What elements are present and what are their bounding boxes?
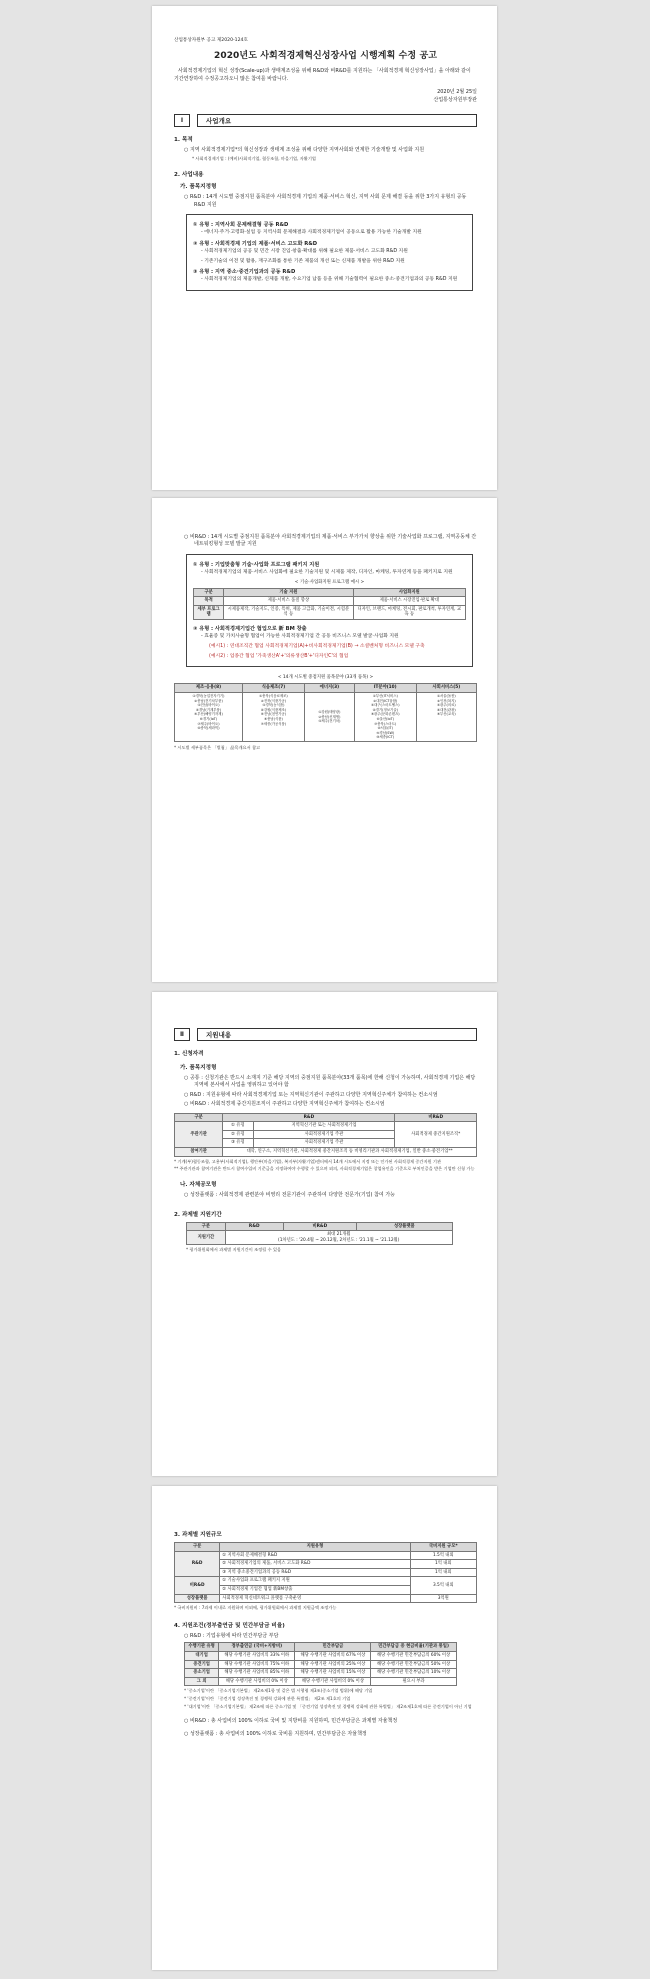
eligibility-nonrnd: ○ 비R&D : 사회적경제 중간지원조직이 주관하고 다양한 지역혁신주체가 참여하는 컨소시엄 <box>184 1101 385 1108</box>
table-cell: 필요시 부과 <box>371 1677 456 1686</box>
notice-date: 2020년 2월 25일 <box>437 89 477 96</box>
program-table-caption: < 기술·사업화지원 프로그램 예시 > <box>294 579 365 585</box>
heading-conditions: 4. 지원조건(정부출연금 및 민간부담금 비율) <box>174 1622 285 1629</box>
period-detail: (1차년도 : '20.4월 ~ 20.12월, 2차년도 : '21.1월 ~ '21.12월) <box>278 1237 400 1243</box>
field-item: ⑤부산(교육) <box>436 712 456 717</box>
field-item: ①부산(IT서비스) <box>372 693 398 698</box>
field-item: ②전북(식품가공) <box>260 698 287 703</box>
field-item: ③광주(의료) <box>436 703 456 708</box>
table-header: 식음제조(7) <box>242 684 304 693</box>
table-header: 국비지원 규모* <box>410 1543 476 1552</box>
table-cell <box>304 692 354 741</box>
field-item: ⑤부산(해양기자재) <box>194 712 223 717</box>
program-table <box>193 588 466 620</box>
rnd-intro: ○ R&D : 14개 시도별 중점지원 품목분야 사회적경제 기업의 제품·서비스 혁신, 지역 사회 문제 해결 등을 위한 3가지 유형의 공동 R&D 지원 <box>184 194 467 208</box>
table-cell: 1.5억 내외 <box>410 1551 476 1560</box>
table-row <box>175 1122 477 1131</box>
field-item: ③경북(농식품) <box>262 703 285 708</box>
field-item: ④대전(관광) <box>436 707 456 712</box>
table-row <box>175 1594 477 1603</box>
table-cell: ① 기술사업화 프로그램 패키지 지원 <box>220 1577 410 1586</box>
field-table <box>174 683 477 742</box>
eligibility-table <box>174 1113 477 1157</box>
nonrnd-type2-desc: - 효율증 및 가치사슬형 협업이 가능한 사회적경제기업 간 공동 비즈니스 모델 발굴·사업화 지원 <box>201 633 399 639</box>
conditions-rnd: ○ R&D : 기업유형에 따라 민간부담금 부담 <box>184 1632 279 1639</box>
table-cell: 그 외 <box>185 1677 219 1686</box>
field-item: ③전남(바이오) <box>197 703 220 708</box>
field-item: ⑥경기(IoT) <box>199 716 218 721</box>
field-item: ⑤전남(천연가공) <box>260 712 287 717</box>
table-row <box>175 692 477 741</box>
table-cell: ② 유형 <box>223 1130 253 1139</box>
table-header: 지원유형 <box>220 1543 410 1552</box>
nonrnd-type2-heading: ② 유형 : 사회적경제기업간 협업으로 新 BM 창출 <box>193 625 307 632</box>
table-header: 민간부담금 중 현금비율(기관과 통일) <box>371 1643 456 1652</box>
field-item: ⑧충북(세라믹) <box>197 726 220 731</box>
table-cell: 사회적경제기업 주관 <box>253 1130 395 1139</box>
table-header: 구분 <box>187 1222 226 1231</box>
document-page-1 <box>152 6 497 490</box>
section-label: 지원내용 <box>197 1028 477 1041</box>
table-row <box>175 1577 477 1586</box>
table-row <box>175 1568 477 1577</box>
section-label: 사업개요 <box>197 114 477 127</box>
field-item: ⑥충남(식품) <box>264 716 283 721</box>
scale-table <box>174 1542 477 1603</box>
table-header: 수행기관 유형 <box>185 1643 219 1652</box>
table-row <box>185 1660 457 1669</box>
minister-signature: 산업통상자원부장관 <box>433 96 477 103</box>
field-item: ③제주(전기차) <box>318 719 341 724</box>
eligibility-common: ○ 공통 : 신청기관은 반드시 소재지 기준 해당 지역의 중점지원 품목분야(33개 품목)에 한해 신청이 가능하며, 사회적경제 기업은 해당 지역에 본사에서 사업을 영위하고 있어야 함 <box>184 1075 476 1089</box>
heading-purpose: 1. 목적 <box>174 137 193 144</box>
table-header: 비R&D <box>395 1113 477 1122</box>
table-row <box>194 605 466 619</box>
table-cell: 대학, 연구소, 지역혁신기관, 사회적경제 중간지원조직 등 비영리기관과 사회적경제기업, 일반 중소·중견기업** <box>223 1148 477 1157</box>
field-item: ①강원(태양광) <box>318 710 341 715</box>
field-item: ①경북(농업전자기기) <box>192 693 225 698</box>
table-cell: R&D <box>175 1551 220 1577</box>
table-row <box>185 1669 457 1678</box>
table-cell <box>416 692 476 741</box>
table-header: 정부출연금 (국비+지방비) <box>219 1643 295 1652</box>
example-2-text: (예시2) : 업종간 협업 '가죽생산A'+'의류생산B'+'디자인C'의 협업 <box>209 653 349 659</box>
document-page-3 <box>152 992 497 1476</box>
table-row <box>194 597 466 606</box>
table-cell: 1억 내외 <box>410 1560 476 1569</box>
nonrnd-example-1 <box>193 644 466 651</box>
table-cell: ③ 지역 중소중견기업과의 공동 R&D <box>220 1568 410 1577</box>
table-cell: 해당 수행기관 사업비의 75% 이하 <box>219 1660 295 1669</box>
table-header: 제조·응용(8) <box>175 684 243 693</box>
table-cell: 사회적경제기업 주관 <box>253 1139 395 1148</box>
table-cell: 해당 수행기관 사업비의 85% 이하 <box>219 1669 295 1678</box>
table-cell: 주관기관 <box>175 1122 223 1148</box>
table-cell: 지원기간 <box>187 1231 226 1245</box>
field-item: ②충남(전기차부품) <box>194 698 223 703</box>
scale-note: * 국비지원비 : 7과제 이내로 지원하며 이외에, 평가위원회에서 과제별 지원금액 조정가능 <box>174 1605 337 1611</box>
field-item: ②충남(신재생) <box>318 714 341 719</box>
nonrnd-types-box <box>186 554 473 668</box>
table-header: 비R&D <box>283 1222 356 1231</box>
table-header: 민간부담금 <box>295 1643 371 1652</box>
field-item: ⑧서울(IT) <box>377 726 393 731</box>
field-item: ⑦제주(바이오) <box>197 721 220 726</box>
eligibility-note-1: * 기계(부)협동조합, 고용부(사회적기업), 행안부(마을기업), 복지부(자활기업)센터에서 14개 시도에서 지정 또는 인가된 사회적경제 중간지원 기관 <box>174 1158 441 1164</box>
table-header: 구분 <box>175 1113 223 1122</box>
field-item: ④강원(식품제조) <box>260 707 287 712</box>
example-1-text: (예시1) : 연대조직간 협업 사회적경제기업(A)+비사회적경제기업(B) → 소셜벤처형 비즈니스 모델 구축 <box>209 643 425 649</box>
table-header: IT분야(10) <box>354 684 416 693</box>
conditions-note-2: * '중견기업'이란 「중견기업 성장촉진 및 경쟁력 강화에 관한 특별법」 제2조 제1호의 기업 <box>184 1696 351 1702</box>
table-cell <box>225 1231 452 1245</box>
table-cell: 성장플랫폼 <box>175 1594 220 1603</box>
heading-open-call: 나. 자체공모형 <box>180 1182 217 1189</box>
table-header: R&D <box>223 1113 395 1122</box>
table-cell: 참여기관 <box>175 1148 223 1157</box>
table-cell: 해당 수행기관 사업비의 25% 이상 <box>295 1660 371 1669</box>
field-item: ④경기(정보기술) <box>372 707 398 712</box>
table-cell: 비R&D <box>175 1577 220 1594</box>
table-row <box>175 1560 477 1569</box>
field-item: ①충북(식음료제조) <box>259 693 288 698</box>
section-heading-1 <box>174 114 477 127</box>
table-cell: 디자인, 브랜드, 마케팅, 전시회, 판로개척, 투자연계, 교육 등 <box>353 605 465 619</box>
table-cell: ② 사회적경제 기업간 협업 新BM창출 <box>220 1585 410 1594</box>
table-cell: 해당 수행기관 사업비의 33% 이하 <box>219 1651 295 1660</box>
table-header: 기술 지원 <box>224 588 353 597</box>
nonrnd-type1-desc: - 사회적경제기업의 제품·서비스 사업화에 필요한 기술지원 및 시제품 제작, 디자인, 마케팅, 투자연계 등을 패키지로 지원 <box>201 569 453 575</box>
table-cell: 대기업 <box>185 1651 219 1660</box>
rnd-types-box <box>186 214 473 291</box>
table-header: 에너지(3) <box>304 684 354 693</box>
table-cell: 해당 수행기관 민간부담금의 60% 이상 <box>371 1651 456 1660</box>
conditions-note-1: * '중소기업'이란 「중소기업기본법」 제2조제1항 및 같은 법 시행령 제3조(중소기업 범위)에 해당 기업 <box>184 1688 373 1694</box>
purpose-text: ○ 지역 사회적경제기업*의 혁신성장과 생태계 조성을 위해 다양한 지역사회와 연계한 기술개발 및 사업화 지원 <box>184 147 425 154</box>
type3-heading: ③ 유형 : 지역 중소·중견기업과의 공동 R&D <box>193 269 296 276</box>
table-row <box>187 1231 453 1245</box>
table-header: 사업화지원 <box>353 588 465 597</box>
table-cell: 3억원 <box>410 1594 476 1603</box>
field-item: ⑥울산(IoT) <box>376 716 394 721</box>
field-item: ①서울(돌봄) <box>436 693 456 698</box>
period-table <box>186 1222 453 1246</box>
nonrnd-type1-heading: ① 유형 : 기업맞춤형 기술·사업화 프로그램 패키지 지원 <box>193 561 320 568</box>
heading-period: 2. 과제별 지원기간 <box>174 1211 222 1218</box>
document-title: 2020년도 사회적경제혁신성장사업 시행계획 수정 공고 <box>213 51 438 62</box>
field-item: ⑦충북(스마트) <box>374 721 397 726</box>
field-item: ⑤광주(문화콘텐츠) <box>370 712 400 717</box>
field-item: ⑦세종(가공식품) <box>260 721 287 726</box>
table-cell: 3.5억 내외 <box>410 1577 476 1594</box>
table-cell: 시제품제작, 기술지도, 인증, 특허, 제품 고급화, 기술이전, 시험분석 등 <box>224 605 353 619</box>
table-cell: 해당 수행기관 민간부담금의 50% 이상 <box>371 1660 456 1669</box>
table-cell: ② 사회적경제기업의 제품, 서비스 고도화 R&D <box>220 1560 410 1569</box>
table-cell: 중견기업 <box>185 1660 219 1669</box>
heading-designated: 가. 품목지정형 <box>180 184 217 191</box>
nonrnd-intro: ○ 비R&D : 14개 시도별 중점지원 품목분야 사회적경제기업의 제품·서비스 부가가치 향상을 위한 기술사업화 프로그램, 지역공동체 간 네트워킹형성 모델 발굴 지원 <box>184 534 477 548</box>
table-cell: 해당 수행기관 사업비의 67% 이상 <box>295 1651 371 1660</box>
heading-content: 2. 사업내용 <box>174 172 204 179</box>
table-cell: 해당 수행기관 민간부담금의 10% 이상 <box>371 1669 456 1678</box>
field-item: ③대구(스마트헬스) <box>370 703 400 708</box>
table-cell: 제품·서비스 시장진입·판로 확대 <box>353 597 465 606</box>
table-cell <box>242 692 304 741</box>
field-item: ⑨경남(SW) <box>376 730 395 735</box>
table-cell: 1억 내외 <box>410 1568 476 1577</box>
table-cell <box>354 692 416 741</box>
table-row <box>175 1551 477 1560</box>
intro-paragraph: 사회적경제기업의 혁신 성장(Scale-up)과 생태계조성을 위해 R&D와 비R&D를 지원하는 「사회적경제 혁신성장사업」을 아래와 같이 기간연장하여 수정공고하오니 많은 참여를 바랍니다. <box>174 68 471 82</box>
table-cell: 사회적경제 혁신네트워크 플랫폼 구축운영 <box>220 1594 410 1603</box>
table-cell: 해당 수행기관 사업비의 15% 이상 <box>295 1669 371 1678</box>
field-item: ⑩세종(ICT) <box>376 735 395 740</box>
section-heading-2 <box>174 1028 477 1041</box>
table-cell: 중소기업 <box>185 1669 219 1678</box>
heading-scale: 3. 과제별 지원규모 <box>174 1532 222 1538</box>
type1-heading: ① 유형 : 지역사회 문제해결형 공동 R&D <box>193 222 289 229</box>
field-item: ②인천(복지) <box>436 698 456 703</box>
type3-desc: - 사회적경제기업의 제품개발, 신제품 개발, 수요기업 납품 등을 위해 기술협력이 필요한 중소·중견기업과의 공동 R&D 지원 <box>201 277 458 283</box>
table-row <box>185 1677 457 1686</box>
conditions-platform: ○ 성장플랫폼 : 총 사업비의 100% 이하로 국비를 지원하며, 민간부담금은 자율책정 <box>184 1731 367 1738</box>
table-row <box>185 1651 457 1660</box>
section-number: Ⅱ <box>174 1028 190 1041</box>
table-cell: 사회적경제 중간지원조직* <box>395 1122 477 1148</box>
table-header: R&D <box>225 1222 283 1231</box>
open-call-platform: ○ 성장플랫폼 : 사회적경제 관련분야 비영리 전문기관이 주관하여 다양한 전문가(기업) 참여 가능 <box>184 1192 395 1199</box>
table-cell: 세부 프로그램 <box>194 605 224 619</box>
table-row <box>175 1148 477 1157</box>
period-note: * 평가위원회에서 과제별 지원기간이 조정될 수 있음 <box>186 1247 282 1253</box>
conditions-table <box>184 1642 457 1686</box>
table-cell: 제품·서비스 품질 향상 <box>224 597 353 606</box>
eligibility-rnd: ○ R&D : 지원유형에 따라 사회적경제기업 또는 지역혁신기관이 주관하고 다양한 지역혁신주체가 참여하는 컨소시엄 <box>184 1091 438 1098</box>
table-header: 성장플랫폼 <box>357 1222 453 1231</box>
conditions-nonrnd: ○ 비R&D : 총 사업비의 100% 이하로 국비 및 지방비를 지원하며, 민간부담금은 과제별 자율책정 <box>184 1717 398 1724</box>
document-page-2 <box>152 498 497 982</box>
period-total: 최대 21개월 <box>326 1232 351 1238</box>
notice-number: 산업통상자원부 공고 제2020-124호 <box>174 38 248 43</box>
field-item: ④경남(기계부품) <box>195 707 222 712</box>
purpose-note: * 사회적경제기업 : (예비)사회적기업, 협동조합, 마을기업, 자활기업 <box>192 156 316 162</box>
table-cell: ③ 유형 <box>223 1139 253 1148</box>
section-number: Ⅰ <box>174 114 190 127</box>
table-header: 사회서비스(5) <box>416 684 476 693</box>
field-table-note: * 시도별 세부품목은 「별첨」 品목개요서 참고 <box>174 744 261 750</box>
type2-desc-1: - 사회적경제기업의 공공 및 민간 시장 진입·창출·확대를 위해 필요한 제품·서비스 고도화 R&D 지원 <box>201 248 408 254</box>
field-table-caption: < 14개 시도별 중점지원 품목분야 (33개 품목) > <box>277 675 374 681</box>
table-cell: 지역혁신기관 또는 사회적경제기업 <box>253 1122 395 1131</box>
type1-desc: - 에너지·주거·고령화·실업 등 지역사회 문제해결과 사회적경제기업이 공동으로 활용 가능한 기술개발 지원 <box>201 230 422 236</box>
table-cell: 목적 <box>194 597 224 606</box>
table-header: 구분 <box>194 588 224 597</box>
heading-eligibility: 1. 신청자격 <box>174 1051 204 1057</box>
table-cell <box>175 692 243 741</box>
type2-desc-2: - 기존기술의 이전 및 활용, 재구조화를 통한 기존 제품의 개선 또는 신제품 개발을 위한 R&D 지원 <box>201 258 405 264</box>
type2-heading: ② 유형 : 사회적경제 기업의 제품·서비스 고도화 R&D <box>193 240 318 247</box>
document-page-4 <box>152 1486 497 1970</box>
table-cell: 해당 수행기관 사업비의 0% 이상 <box>295 1677 371 1686</box>
table-cell: ① 지역사회 문제해결형 R&D <box>220 1551 410 1560</box>
table-cell: ① 유형 <box>223 1122 253 1131</box>
field-item: ②대전(ICT융합) <box>373 698 398 703</box>
eligibility-note-2: ** 주관기관과 참여기관은 반드시 참여수입비 기준금을 지정하여야 수행할 수 있으며 외의, 사회적경제기업은 창업유인을 기준으로 부처인증을 받은 기업만 신청 가능 <box>174 1166 475 1172</box>
heading-designated: 가. 품목지정형 <box>180 1065 217 1071</box>
table-cell: 해당 수행기관 사업비의 0% 이상 <box>219 1677 295 1686</box>
table-header: 구분 <box>175 1543 220 1552</box>
nonrnd-example-2 <box>193 654 466 661</box>
conditions-note-3: * '대기업'이란 「중소기업기본법」 제2조에 따른 중소기업 및 「중견기업 성장촉진 및 경쟁력 강화에 관한 특별법」 제2조제1호에 따른 중견기업이 아닌 기업 <box>184 1703 472 1709</box>
